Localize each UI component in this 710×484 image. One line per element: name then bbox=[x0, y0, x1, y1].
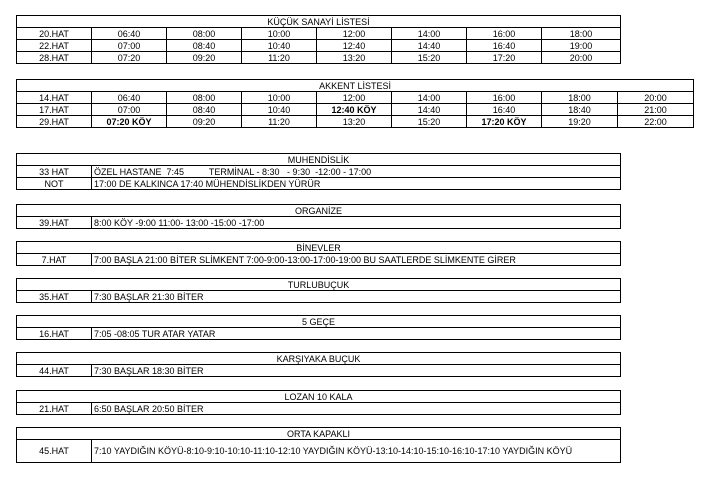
section-title: 5 GEÇE bbox=[17, 316, 621, 328]
time-cell: 16:00 bbox=[467, 28, 542, 40]
time-cell: 11:20 bbox=[242, 116, 317, 128]
time-cell: 12:00 bbox=[317, 28, 392, 40]
time-cell: 16:40 bbox=[467, 104, 542, 116]
section-title: ORGANİZE bbox=[17, 205, 621, 217]
time-cell: 12:00 bbox=[317, 92, 392, 104]
time-cell: 18:00 bbox=[542, 92, 618, 104]
schedule-text: 17:00 DE KALKINCA 17:40 MÜHENDİSLİKDEN YÜRÜR bbox=[92, 178, 621, 190]
table-row bbox=[17, 166, 621, 178]
time-cell: 16:40 bbox=[467, 40, 542, 52]
time-cell: 16:00 bbox=[467, 92, 542, 104]
schedule-text: 7:30 BAŞLAR 18:30 BİTER bbox=[92, 365, 621, 377]
turlubucuk-table bbox=[16, 278, 621, 303]
line-label: 21.HAT bbox=[17, 403, 92, 415]
time-cell: 06:40 bbox=[92, 92, 167, 104]
line-label: 35.HAT bbox=[17, 291, 92, 303]
table-row bbox=[17, 28, 621, 40]
time-cell: 19:20 bbox=[542, 116, 618, 128]
line-label: 45.HAT bbox=[17, 440, 92, 463]
section-title: ORTA KAPAKLI bbox=[17, 428, 621, 440]
section-title: MUHENDİSLİK bbox=[17, 154, 621, 166]
time-cell: 20:00 bbox=[618, 92, 694, 104]
akkent-table bbox=[16, 79, 694, 128]
time-cell: 08:40 bbox=[167, 40, 242, 52]
schedule-text: 6:50 BAŞLAR 20:50 BİTER bbox=[92, 403, 621, 415]
time-cell: 06:40 bbox=[92, 28, 167, 40]
table-row bbox=[17, 92, 694, 104]
schedule-text: 7:05 -08:05 TUR ATAR YATAR bbox=[92, 328, 621, 340]
table-row bbox=[17, 40, 621, 52]
table-row bbox=[17, 291, 621, 303]
time-cell: 21:00 bbox=[618, 104, 694, 116]
time-cell: 08:40 bbox=[167, 104, 242, 116]
time-cell: 14:00 bbox=[392, 28, 467, 40]
table-row bbox=[17, 52, 621, 64]
line-label: 7.HAT bbox=[17, 254, 92, 266]
time-cell: 08:00 bbox=[167, 92, 242, 104]
time-cell: 14:40 bbox=[392, 40, 467, 52]
time-cell-village: 12:40 KÖY bbox=[317, 104, 392, 116]
time-cell: 10:40 bbox=[242, 40, 317, 52]
line-label: 22.HAT bbox=[17, 40, 92, 52]
time-cell: 08:00 bbox=[167, 28, 242, 40]
time-cell: 14:00 bbox=[392, 92, 467, 104]
time-cell: 13:20 bbox=[317, 116, 392, 128]
line-label: NOT bbox=[17, 178, 92, 190]
table-row bbox=[17, 217, 621, 229]
schedule-text: 7:00 BAŞLA 21:00 BİTER SLİMKENT 7:00-9:00-13:00-17:00-19:00 BU SAATLERDE SLİMKENTE GİRER bbox=[92, 254, 621, 266]
section-title: LOZAN 10 KALA bbox=[17, 391, 621, 403]
section-title: KARŞIYAKA BUÇUK bbox=[17, 353, 621, 365]
akkent-title: AKKENT LİSTESİ bbox=[17, 80, 694, 92]
kucuk-sanayi-title: KÜÇÜK SANAYİ LİSTESİ bbox=[17, 16, 621, 28]
section-title: TURLUBUÇUK bbox=[17, 279, 621, 291]
karsiyaka-bucuk-table bbox=[16, 352, 621, 377]
time-cell: 19:00 bbox=[542, 40, 621, 52]
table-row bbox=[17, 328, 621, 340]
schedule-text: 7:10 YAYDIĞIN KÖYÜ-8:10-9:10-10:10-11:10-12:10 YAYDIĞIN KÖYÜ-13:10-14:10-15:10-16:10-17:10 YAYDIĞIN KÖYÜ bbox=[92, 440, 621, 463]
time-cell: 20:00 bbox=[542, 52, 621, 64]
muhendislik-table bbox=[16, 153, 621, 190]
table-row bbox=[17, 403, 621, 415]
time-cell: 11:20 bbox=[242, 52, 317, 64]
line-label: 33 HAT bbox=[17, 166, 92, 178]
line-label: 14.HAT bbox=[17, 92, 92, 104]
line-label: 28.HAT bbox=[17, 52, 92, 64]
table-row bbox=[17, 178, 621, 190]
line-label: 16.HAT bbox=[17, 328, 92, 340]
time-cell: 13:20 bbox=[317, 52, 392, 64]
line-label: 20.HAT bbox=[17, 28, 92, 40]
kucuk-sanayi-table bbox=[16, 15, 621, 64]
table-row bbox=[17, 116, 694, 128]
time-cell: 15:20 bbox=[392, 116, 467, 128]
table-row bbox=[17, 104, 694, 116]
time-cell-village: 07:20 KÖY bbox=[92, 116, 167, 128]
binevler-table bbox=[16, 241, 621, 266]
time-cell: 14:40 bbox=[392, 104, 467, 116]
table-row bbox=[17, 440, 621, 463]
schedule-text: ÖZEL HASTANE 7:45 TERMİNAL - 8:30 - 9:30 -12:00 - 17:00 bbox=[92, 166, 621, 178]
time-cell: 12:40 bbox=[317, 40, 392, 52]
time-cell: 07:00 bbox=[92, 104, 167, 116]
time-cell: 07:20 bbox=[92, 52, 167, 64]
time-cell: 18:40 bbox=[542, 104, 618, 116]
schedule-text: 7:30 BAŞLAR 21:30 BİTER bbox=[92, 291, 621, 303]
time-cell: 10:00 bbox=[242, 92, 317, 104]
time-cell: 22:00 bbox=[618, 116, 694, 128]
line-label: 17.HAT bbox=[17, 104, 92, 116]
section-title: BİNEVLER bbox=[17, 242, 621, 254]
time-cell: 07:00 bbox=[92, 40, 167, 52]
time-cell: 09:20 bbox=[167, 116, 242, 128]
table-row bbox=[17, 254, 621, 266]
time-cell-village: 17:20 KÖY bbox=[467, 116, 542, 128]
line-label: 29.HAT bbox=[17, 116, 92, 128]
time-cell: 10:40 bbox=[242, 104, 317, 116]
time-cell: 09:20 bbox=[167, 52, 242, 64]
bes-gece-table bbox=[16, 315, 621, 340]
time-cell: 18:00 bbox=[542, 28, 621, 40]
time-cell: 17:20 bbox=[467, 52, 542, 64]
table-row bbox=[17, 365, 621, 377]
schedule-text: 8:00 KÖY -9:00 11:00- 13:00 -15:00 -17:00 bbox=[92, 217, 621, 229]
organize-table bbox=[16, 204, 621, 229]
time-cell: 10:00 bbox=[242, 28, 317, 40]
orta-kapakli-table bbox=[16, 427, 621, 463]
time-cell: 15:20 bbox=[392, 52, 467, 64]
line-label: 44.HAT bbox=[17, 365, 92, 377]
lozan-10-kala-table bbox=[16, 390, 621, 415]
line-label: 39.HAT bbox=[17, 217, 92, 229]
